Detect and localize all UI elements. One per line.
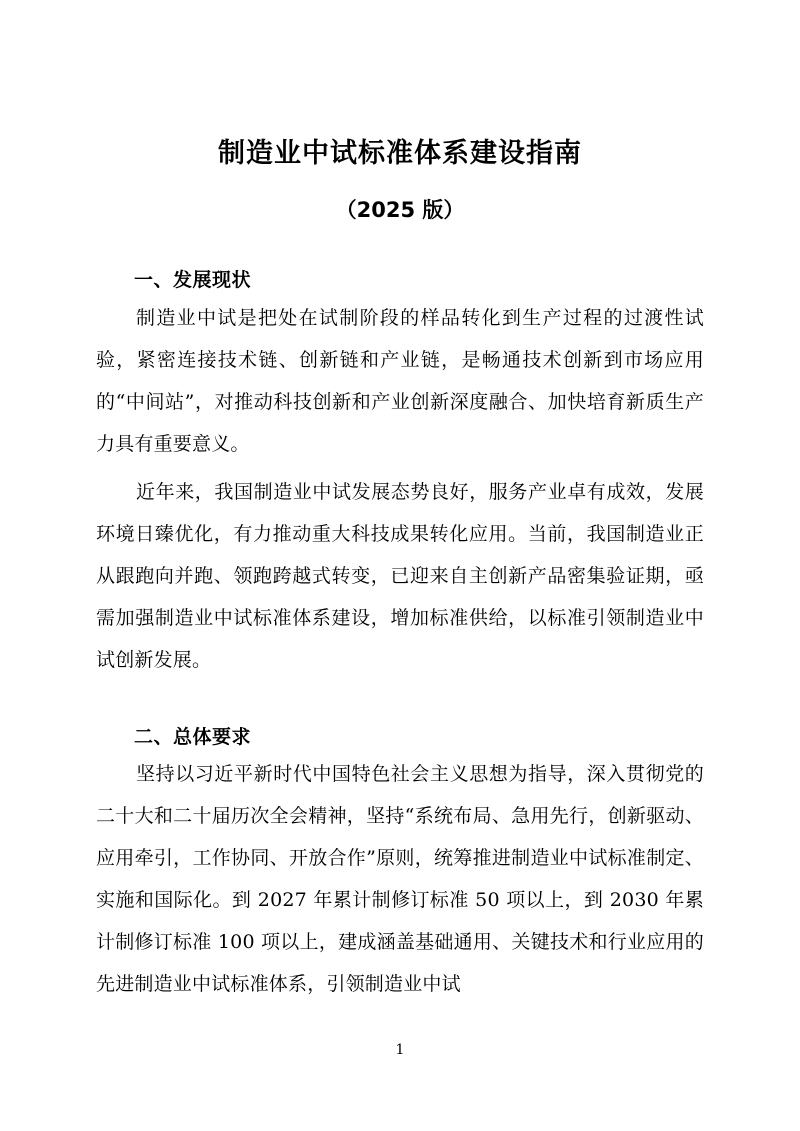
page-number: 1 bbox=[395, 1042, 405, 1058]
paragraph: 制造业中试是把处在试制阶段的样品转化到生产过程的过渡性试验，紧密连接技术链、创新链和产业链，是畅通技术创新到市场应用的“中间站”，对推动科技创新和产业创新深度融合、加快培育新质生产力具有重要意义。 bbox=[96, 306, 704, 455]
page-title: 制造业中试标准体系建设指南 bbox=[218, 138, 582, 169]
document-version-subtitle: （2025 版） bbox=[335, 198, 465, 223]
section-heading-1: 一、发展现状 bbox=[134, 269, 252, 292]
section-heading-2: 二、总体要求 bbox=[134, 725, 252, 748]
paragraph: 坚持以习近平新时代中国特色社会主义思想为指导，深入贯彻党的二十大和二十届历次全会精神，坚持“系统布局、急用先行，创新驱动、应用牵引，工作协同、开放合作”原则，统筹推进制造业中试标准制定、实施和国际化。到 2027 年累计制修订标准 50 项以上，到 2030 年累计制修订标准 100 项以上，建成涵盖基础通用、关键技术和行业应用的先进制造业中试标准体系，引领制造业中试 bbox=[96, 763, 704, 996]
document-body bbox=[96, 0, 704, 1005]
paragraph: 近年来，我国制造业中试发展态势良好，服务产业卓有成效，发展环境日臻优化，有力推动重大科技成果转化应用。当前，我国制造业正从跟跑向并跑、领跑跨越式转变，已迎来自主创新产品密集验证期，亟需加强制造业中试标准体系建设，增加标准供给，以标准引领制造业中试创新发展。 bbox=[96, 480, 704, 671]
